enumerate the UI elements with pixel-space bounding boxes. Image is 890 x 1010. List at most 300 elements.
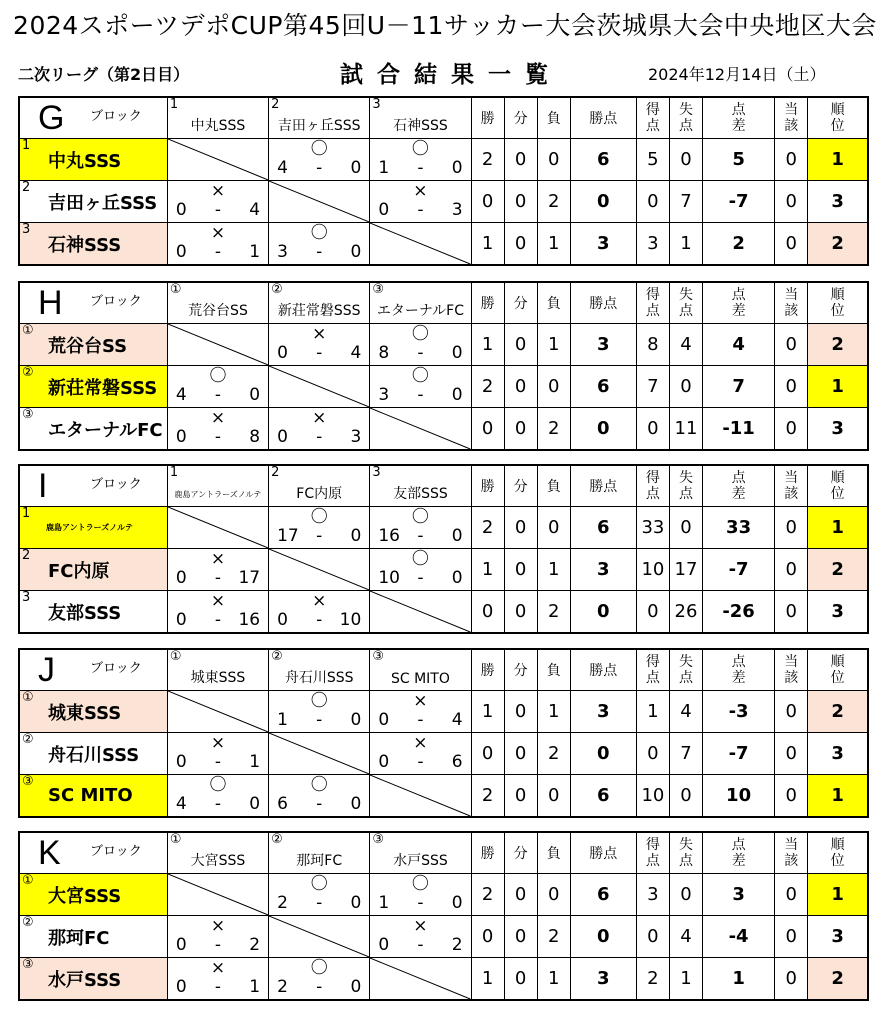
opponent-name: 水戸SSS [393,853,448,869]
result-mark: 〇 [310,507,328,527]
goals-against-value: 4 [669,324,702,366]
points-value: 0 [570,916,636,958]
diagonal-line [269,733,369,774]
group-table-j [18,648,869,818]
team-number: ③ [372,832,384,847]
team-row [19,958,868,1001]
goals-for-value: 10 [636,549,669,591]
score-separator: - [417,385,424,405]
match-result-cell [269,139,370,181]
draws-value: 0 [504,408,537,451]
goal-diff-header: 点 差 [703,832,775,874]
points-value: 0 [570,591,636,634]
diagonal-line [370,958,470,999]
score-opponent: 0 [350,158,362,178]
goal-diff-value: -26 [703,591,775,634]
goals-for-value: 10 [636,775,669,818]
team-name-cell [19,874,167,916]
opponent-header [370,649,471,691]
score-opponent: 0 [350,526,362,546]
block-text: ブロック [90,293,142,309]
team-number: 1 [22,138,31,153]
team-name-cell [19,324,167,366]
draw-header: 分 [504,832,537,874]
result-mark: 〇 [310,139,328,159]
team-number: 3 [372,97,381,112]
team-number: ① [22,873,34,888]
rank-value: 3 [808,916,868,958]
rank-header: 順 位 [808,465,868,507]
goal-diff-value: -3 [703,691,775,733]
rank-value: 1 [808,874,868,916]
opponent-name: 新荘常磐SSS [277,303,361,319]
goals-for-value: 3 [636,874,669,916]
score-opponent: 6 [451,752,463,772]
rank-value: 1 [808,507,868,549]
score-own: 8 [378,343,390,363]
win-header: 勝 [471,97,504,139]
score-own: 6 [277,794,288,814]
result-mark: 〇 [411,874,429,894]
team-name: 荒谷台SS [48,335,128,357]
result-mark: 〇 [310,223,328,243]
self-match-cell [167,139,268,181]
goals-against-value: 0 [669,139,702,181]
match-date: 2024年12月14日（土） [648,65,826,84]
losses-value: 1 [537,549,570,591]
match-result-cell [167,958,268,1001]
losses-value: 2 [537,916,570,958]
score-separator: - [316,526,323,546]
self-match-cell [167,691,268,733]
score-opponent: 3 [350,427,362,447]
points-value: 3 [570,223,636,266]
rank-value: 2 [808,958,868,1001]
group-table-g [18,96,869,266]
points-header: 勝点 [570,649,636,691]
losses-value: 2 [537,733,570,775]
score-separator: - [417,568,424,588]
score-opponent: 0 [350,794,362,814]
goals-for-value: 0 [636,916,669,958]
team-row [19,549,868,591]
head-to-head-value: 0 [775,139,808,181]
rank-value: 1 [808,139,868,181]
loss-header: 負 [537,832,570,874]
opponent-header [269,465,370,507]
goals-against-value: 17 [669,549,702,591]
team-number: ② [271,282,283,297]
goals-against-value: 1 [669,223,702,266]
diagonal-line [269,916,369,957]
block-letter: J [38,651,55,689]
head-to-head-value: 0 [775,874,808,916]
losses-value: 0 [537,874,570,916]
opponent-name: 荒谷台SS [188,303,248,319]
head-to-head-value: 0 [775,775,808,818]
score-separator: - [214,935,222,955]
points-value: 6 [570,874,636,916]
draws-value: 0 [504,366,537,408]
points-header: 勝点 [570,832,636,874]
score-opponent: 0 [451,893,463,913]
score-separator: - [214,200,222,220]
diagonal-line [168,139,268,180]
head-to-head-value: 0 [775,691,808,733]
team-name-cell [19,507,167,549]
wins-value: 1 [471,549,504,591]
self-match-cell [269,181,370,223]
score-opponent: 4 [451,710,463,730]
block-label-cell [19,97,167,139]
score-opponent: 4 [249,200,261,220]
result-mark: × [210,916,226,936]
goals-against-header: 失 点 [669,649,702,691]
score-own: 16 [378,526,400,546]
goal-diff-header: 点 差 [703,282,775,324]
team-number: ③ [22,407,34,422]
match-result-cell [167,733,268,775]
team-name-cell [19,181,167,223]
score-separator: - [316,610,323,630]
team-name-cell [19,139,167,181]
group-table-k [18,831,869,1001]
team-name: エターナルFC [48,419,163,441]
losses-value: 1 [537,223,570,266]
score-opponent: 16 [238,610,261,630]
opponent-name: エターナルFC [376,303,464,319]
opponent-header [167,97,268,139]
team-name-cell [19,958,167,1001]
team-name-cell [19,549,167,591]
score-opponent: 1 [249,242,261,262]
score-own: 0 [378,200,390,220]
team-row [19,181,868,223]
match-result-cell [167,775,268,818]
rank-value: 2 [808,223,868,266]
head-to-head-header: 当 該 [775,832,808,874]
goals-against-value: 0 [669,874,702,916]
result-mark: 〇 [411,139,429,159]
wins-value: 0 [471,181,504,223]
draw-header: 分 [504,649,537,691]
wins-value: 1 [471,324,504,366]
wins-value: 1 [471,958,504,1001]
points-header: 勝点 [570,282,636,324]
team-number: ③ [372,649,384,664]
opponent-header [269,97,370,139]
team-number: ① [22,690,34,705]
score-own: 2 [277,893,288,913]
goals-against-value: 4 [669,691,702,733]
goal-diff-value: 5 [703,139,775,181]
goals-for-value: 0 [636,181,669,223]
score-own: 4 [175,385,187,405]
score-own: 1 [277,710,288,730]
round-label: 二次リーグ（第2日目） [18,65,190,84]
team-name: 友部SSS [48,602,122,624]
score-separator: - [316,977,323,997]
team-name: 那珂FC [48,927,110,949]
team-number: ① [169,282,182,297]
team-name-cell [19,916,167,958]
losses-value: 1 [537,324,570,366]
result-mark: × [312,324,327,344]
team-row [19,324,868,366]
match-result-cell [370,733,471,775]
result-mark: × [312,591,327,611]
team-number: ① [169,832,182,847]
opponent-name: SC MITO [390,671,450,687]
match-result-cell [167,591,268,634]
team-number: ① [169,649,182,664]
win-header: 勝 [471,465,504,507]
rank-value: 2 [808,549,868,591]
score-opponent: 2 [451,935,463,955]
wins-value: 0 [471,733,504,775]
match-result-cell [269,691,370,733]
goal-diff-value: 7 [703,366,775,408]
match-result-cell [167,549,268,591]
score-separator: - [417,158,424,178]
diagonal-line [370,775,470,816]
score-own: 2 [277,977,288,997]
points-value: 6 [570,139,636,181]
result-mark: × [413,733,428,753]
rank-header: 順 位 [808,832,868,874]
team-row [19,408,868,451]
diagonal-line [168,324,268,365]
score-opponent: 17 [238,568,261,588]
match-result-cell [370,181,471,223]
match-result-cell [370,324,471,366]
score-own: 1 [378,893,390,913]
score-opponent: 1 [249,752,261,772]
points-value: 6 [570,507,636,549]
score-own: 0 [175,568,187,588]
points-header: 勝点 [570,465,636,507]
score-own: 0 [175,610,187,630]
team-number: 3 [372,465,381,480]
score-own: 10 [378,568,400,588]
diagonal-line [269,366,369,407]
block-text: ブロック [90,476,142,492]
block-label-cell [19,282,167,324]
opponent-name: 大宮SSS [190,853,246,869]
score-own: 4 [277,158,288,178]
team-name-cell [19,591,167,634]
points-value: 3 [570,691,636,733]
result-mark: 〇 [310,958,328,978]
goal-diff-value: 4 [703,324,775,366]
team-number: ③ [22,957,34,972]
result-mark: 〇 [411,549,429,569]
score-separator: - [214,794,222,814]
opponent-name: 中丸SSS [190,118,246,134]
match-result-cell [269,591,370,634]
result-mark: × [210,408,226,428]
rank-value: 2 [808,691,868,733]
result-mark: × [413,691,428,711]
wins-value: 1 [471,691,504,733]
result-mark: × [312,408,327,428]
goals-for-header: 得 点 [636,465,669,507]
losses-value: 2 [537,408,570,451]
match-result-cell [370,507,471,549]
score-own: 0 [378,935,390,955]
goal-diff-value: 3 [703,874,775,916]
goals-for-value: 8 [636,324,669,366]
losses-value: 2 [537,591,570,634]
draw-header: 分 [504,282,537,324]
draw-header: 分 [504,465,537,507]
score-own: 0 [175,752,187,772]
diagonal-line [269,181,369,222]
opponent-name: 吉田ヶ丘SSS [277,118,361,134]
score-separator: - [316,710,323,730]
diagonal-line [168,507,268,548]
team-name: 吉田ヶ丘SSS [48,192,158,214]
opponent-name: 友部SSS [393,486,448,502]
score-separator: - [214,752,222,772]
head-to-head-value: 0 [775,223,808,266]
match-result-cell [269,408,370,451]
result-mark: × [210,181,226,201]
score-opponent: 0 [350,977,362,997]
goal-diff-value: -7 [703,181,775,223]
team-number: ② [271,649,283,664]
losses-value: 0 [537,366,570,408]
result-mark: 〇 [310,874,328,894]
loss-header: 負 [537,282,570,324]
self-match-cell [167,507,268,549]
score-opponent: 0 [451,343,463,363]
diagonal-line [168,691,268,732]
opponent-name: 舟石川SSS [284,670,354,686]
loss-header: 負 [537,97,570,139]
score-separator: - [316,158,323,178]
score-separator: - [214,385,222,405]
goals-against-value: 0 [669,775,702,818]
team-number: 3 [22,222,31,237]
match-result-cell [167,223,268,266]
score-opponent: 10 [339,610,362,630]
score-own: 0 [175,977,187,997]
opponent-header [269,282,370,324]
diagonal-line [168,874,268,915]
goals-against-header: 失 点 [669,282,702,324]
match-result-cell [269,775,370,818]
match-result-cell [167,181,268,223]
score-opponent: 8 [249,427,261,447]
score-separator: - [316,242,323,262]
score-opponent: 0 [249,385,261,405]
score-separator: - [214,610,222,630]
result-mark: × [210,223,226,243]
draws-value: 0 [504,507,537,549]
rank-value: 2 [808,324,868,366]
goals-against-value: 1 [669,958,702,1001]
team-number: 3 [22,590,31,605]
wins-value: 1 [471,223,504,266]
block-label-cell [19,465,167,507]
goals-against-value: 0 [669,507,702,549]
self-match-cell [370,775,471,818]
match-result-cell [269,324,370,366]
result-mark: 〇 [411,324,429,344]
losses-value: 1 [537,691,570,733]
goals-for-header: 得 点 [636,832,669,874]
loss-header: 負 [537,465,570,507]
points-value: 3 [570,324,636,366]
result-mark: × [210,958,226,978]
self-match-cell [370,591,471,634]
wins-value: 0 [471,591,504,634]
goal-diff-value: -11 [703,408,775,451]
score-own: 0 [277,343,288,363]
score-own: 4 [175,794,187,814]
wins-value: 0 [471,916,504,958]
points-header: 勝点 [570,97,636,139]
score-own: 3 [277,242,288,262]
score-separator: - [417,752,424,772]
self-match-cell [269,916,370,958]
goals-for-value: 0 [636,733,669,775]
self-match-cell [370,408,471,451]
goal-diff-value: 1 [703,958,775,1001]
match-result-cell [370,874,471,916]
head-to-head-value: 0 [775,324,808,366]
score-separator: - [417,710,424,730]
draws-value: 0 [504,139,537,181]
match-result-cell [167,366,268,408]
diagonal-line [370,591,470,632]
self-match-cell [167,324,268,366]
goal-diff-header: 点 差 [703,97,775,139]
team-name-cell [19,408,167,451]
score-separator: - [316,893,323,913]
goal-diff-value: -7 [703,549,775,591]
points-value: 0 [570,408,636,451]
rank-header: 順 位 [808,282,868,324]
draws-value: 0 [504,591,537,634]
rank-value: 3 [808,408,868,451]
match-result-cell [269,958,370,1001]
team-name-cell [19,733,167,775]
group-table-h [18,281,869,451]
score-own: 3 [378,385,390,405]
team-row [19,366,868,408]
draws-value: 0 [504,958,537,1001]
points-value: 0 [570,181,636,223]
opponent-header [269,649,370,691]
goals-against-value: 4 [669,916,702,958]
goals-for-value: 3 [636,223,669,266]
head-to-head-header: 当 該 [775,97,808,139]
self-match-cell [167,874,268,916]
block-letter: G [38,99,65,137]
goals-against-header: 失 点 [669,832,702,874]
score-opponent: 0 [350,242,362,262]
head-to-head-value: 0 [775,916,808,958]
goals-for-header: 得 点 [636,97,669,139]
page-title: 2024スポーツデポCUP第45回U－11サッカー大会茨城県大会中央地区大会 [13,11,877,40]
block-letter: K [38,834,61,872]
goals-against-value: 26 [669,591,702,634]
head-to-head-value: 0 [775,408,808,451]
opponent-header [370,832,471,874]
points-value: 3 [570,958,636,1001]
